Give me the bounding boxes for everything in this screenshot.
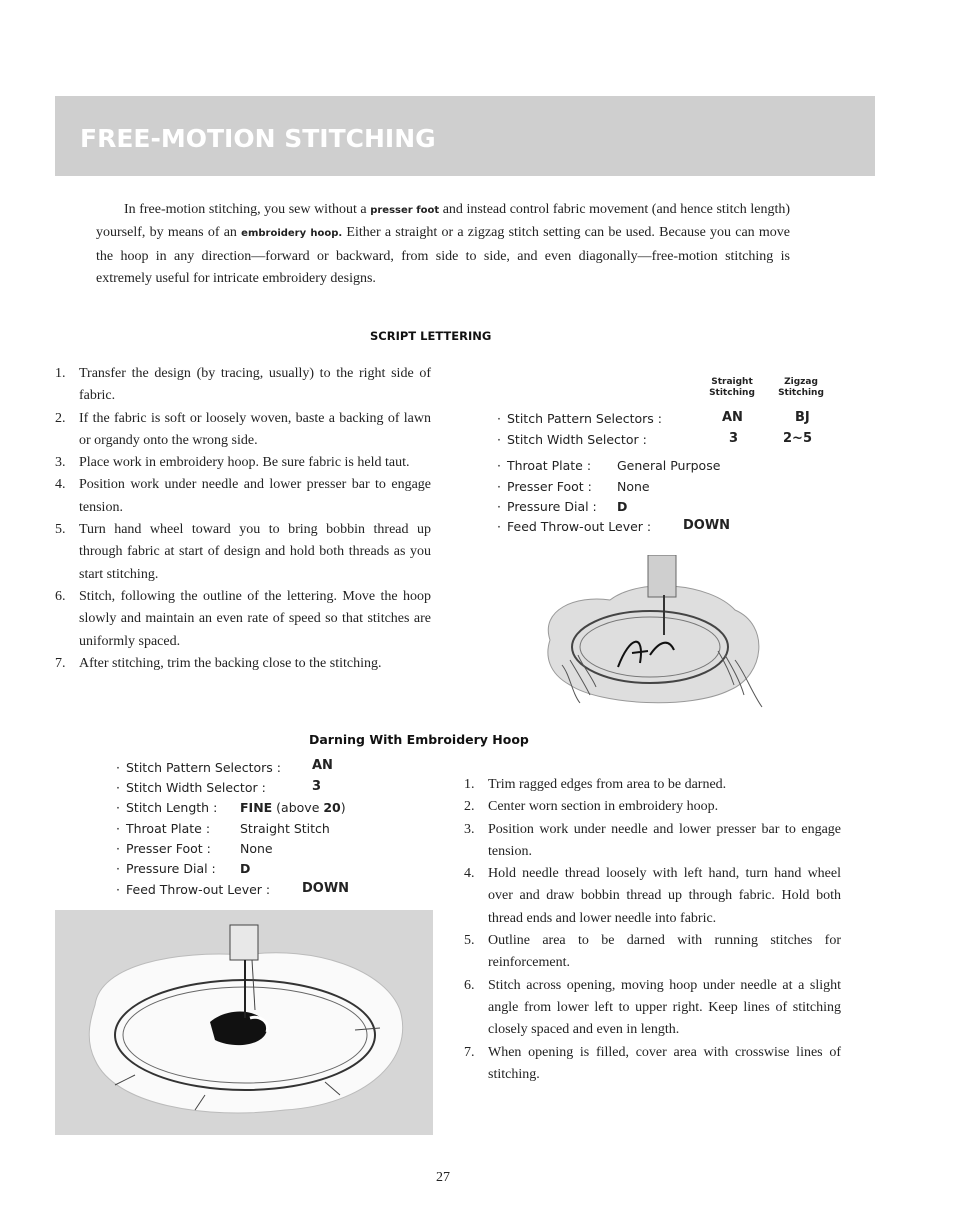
hoop-lettering-illustration [540,555,770,715]
list-item [464,863,841,930]
page-title: FREE-MOTION STITCHING [80,124,436,153]
step-text: Outline area to be darned with running stitches for reinforcement. [488,933,841,971]
step-text: Turn hand wheel toward you to bring bobbin thread up through fabric at start of design and hold both threads as you start stitching. [79,522,431,582]
step-text: Hold needle thread loosely with left hand, turn hand wheel over and draw bobbin thread up through fabric. Hold both thread ends and lower needle into fabric. [488,866,841,926]
step-text: Transfer the design (by tracing, usually) to the right side of fabric. [79,366,431,404]
section-heading-script: SCRIPT LETTERING [370,329,492,343]
step-text: Stitch across opening, moving hoop under needle at a slight angle from lower left to upper right. Keep lines of stitching closely spaced and even in length. [488,977,841,1038]
setting-value-text: ) [340,800,346,815]
list-item [464,796,841,818]
intro-paragraph [96,199,790,291]
setting-value: DOWN [302,881,350,896]
setting-row: · Stitch Width Selector : [497,432,647,447]
script-steps-list [55,363,431,675]
setting-label: Feed Throw-out Lever : [126,882,271,897]
step-number: 2. [464,799,475,815]
setting-value-bold: FINE [240,800,273,815]
setting-value: 2~5 [783,431,812,446]
intro-text-3: Either a straight or a zigzag stitch setting can be used. Because you can move the hoop in any direction—forward or backward, from side to side, and even diagonally—free-motion stitching is extremely useful for intricate embroidery designs. [96,225,791,287]
setting-label: Stitch Pattern Selectors : [507,411,662,426]
title-banner [55,96,875,176]
setting-row: · Feed Throw-out Lever : [497,519,652,534]
step-number: 4. [55,477,66,493]
step-text: Position work under needle and lower presser bar to engage tension. [79,477,431,515]
setting-value: 3 [729,431,739,446]
step-text: Center worn section in embroidery hoop. [488,799,719,815]
setting-row: · Pressure Dial : [116,861,216,876]
list-item [55,452,431,474]
setting-value: AN [722,410,743,425]
list-item [55,519,431,586]
setting-row: · Stitch Width Selector : [116,780,266,795]
setting-label: Stitch Pattern Selectors : [126,760,281,775]
intro-bold-1: presser foot [370,205,440,216]
list-item [55,408,431,453]
darning-steps-list [464,774,841,1086]
setting-label: Stitch Length : [126,800,218,815]
step-text: Stitch, following the outline of the lettering. Move the hoop slowly and maintain an even rate of speed so that stitches are uniformly spaced. [79,588,431,649]
setting-value: DOWN [683,518,731,533]
setting-label: Presser Foot : [126,841,211,856]
list-item [464,975,841,1042]
step-text: When opening is filled, cover area with crosswise lines of stitching. [488,1044,841,1082]
step-number: 7. [464,1044,475,1060]
column-header-line: Zigzag [784,377,818,387]
step-number: 7. [55,655,66,671]
step-number: 3. [55,455,66,471]
step-number: 1. [464,777,475,792]
setting-value: General Purpose [617,458,721,473]
list-item [55,653,431,675]
setting-label: Feed Throw-out Lever : [507,519,652,534]
step-number: 5. [464,933,475,949]
setting-label: Stitch Width Selector : [126,780,266,795]
list-item [55,474,431,519]
setting-label: Stitch Width Selector : [507,432,647,447]
column-header-straight [704,377,760,399]
step-number: 3. [464,821,475,837]
list-item [55,586,431,653]
setting-label: Throat Plate : [507,458,592,473]
intro-text-1: In free-motion stitching, you sew without a [124,202,371,217]
section-heading-darning: Darning With Embroidery Hoop [309,732,529,747]
setting-label: Presser Foot : [507,479,592,494]
setting-row: · Stitch Length : [116,800,218,815]
darning-hoop-illustration [55,910,433,1135]
setting-label: Throat Plate : [126,821,211,836]
setting-value [240,800,346,815]
setting-value: None [617,479,650,494]
setting-row: · Pressure Dial : [497,499,597,514]
step-number: 6. [55,588,66,604]
column-header-line: Straight [711,377,753,387]
setting-value-text: (above [272,800,324,815]
list-item [464,774,841,796]
column-header-line: Stitching [709,388,755,398]
setting-label: Pressure Dial : [126,861,216,876]
setting-row: · Stitch Pattern Selectors : [116,760,281,775]
setting-row: · Stitch Pattern Selectors : [497,411,662,426]
setting-value: AN [312,758,333,773]
setting-row: · Feed Throw-out Lever : [116,882,271,897]
list-item [55,363,431,408]
column-header-line: Stitching [778,388,824,398]
column-header-zigzag [774,377,828,399]
list-item [464,1042,841,1087]
step-text: If the fabric is soft or loosely woven, baste a backing of lawn or organdy onto the wrong side. [79,410,431,448]
intro-text-2: and instead control fabric movement (and hence stitch length) yourself, by means of an [96,202,790,241]
step-number: 6. [464,977,475,993]
step-number: 2. [55,410,66,426]
setting-value: D [240,861,251,876]
setting-row: · Throat Plate : [497,458,592,473]
setting-row: · Throat Plate : [116,821,211,836]
setting-value-bold: 20 [323,800,341,815]
setting-value: 3 [312,779,322,794]
setting-row: · Presser Foot : [116,841,211,856]
page-number: 27 [436,1170,450,1185]
step-text: Position work under needle and lower presser bar to engage tension. [488,821,841,859]
setting-value: Straight Stitch [240,821,330,836]
step-text: Trim ragged edges from area to be darned. [488,777,727,792]
intro-bold-2: embroidery hoop. [241,228,343,240]
list-item [464,819,841,864]
step-number: 1. [55,366,66,381]
step-text: Place work in embroidery hoop. Be sure fabric is held taut. [79,455,410,471]
list-item [464,930,841,975]
step-number: 5. [55,522,66,538]
setting-row: · Presser Foot : [497,479,592,494]
step-text: After stitching, trim the backing close to the stitching. [79,655,382,671]
step-number: 4. [464,866,475,882]
setting-value: BJ [795,410,810,425]
setting-value: D [617,499,628,514]
setting-label: Pressure Dial : [507,499,597,514]
setting-value: None [240,841,273,856]
